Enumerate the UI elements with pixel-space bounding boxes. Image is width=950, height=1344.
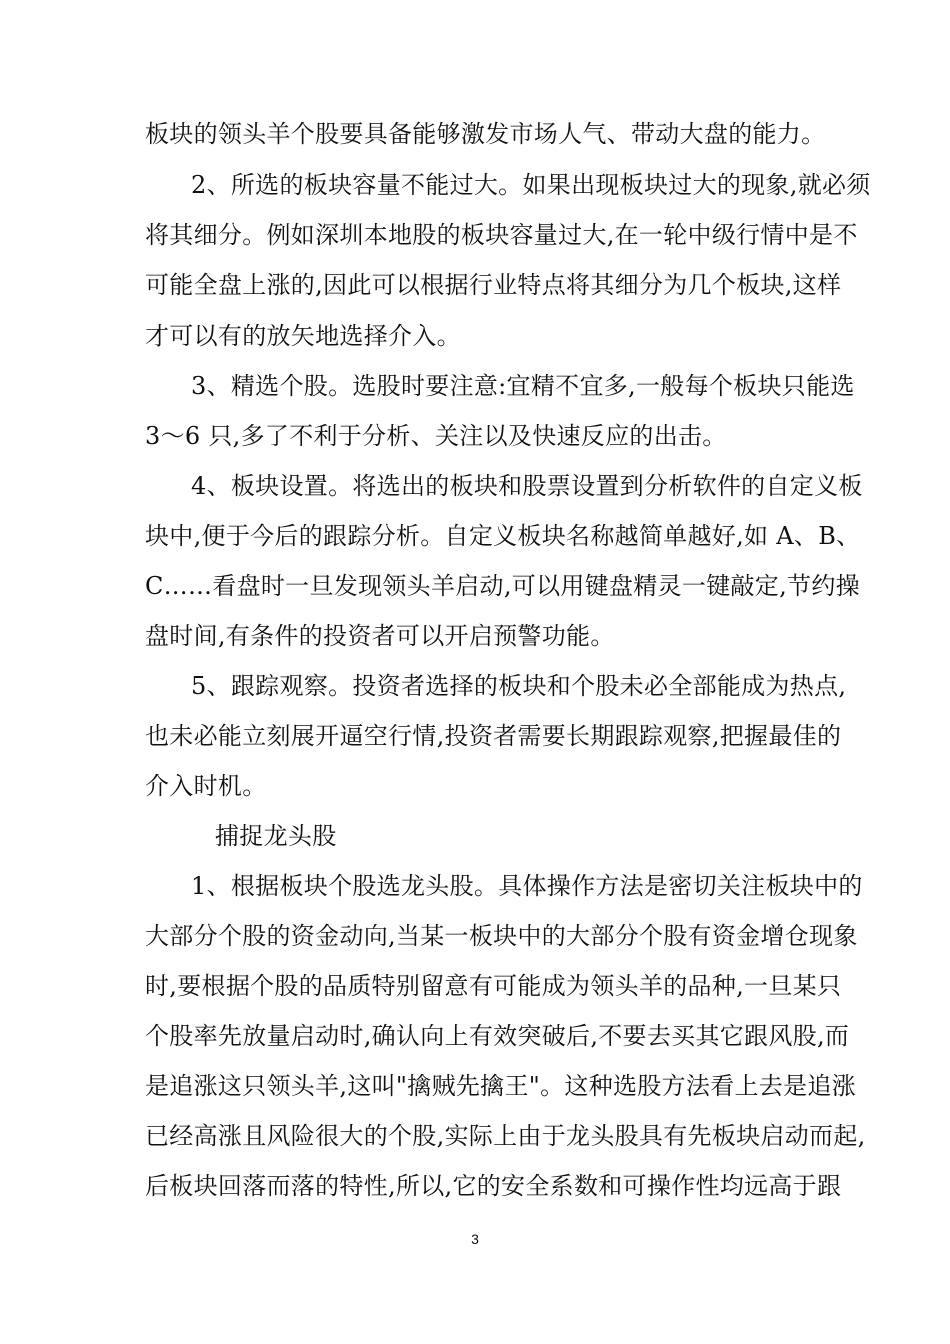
text-line: 已经高涨且风险很大的个股,实际上由于龙头股具有先板块启动而起,: [145, 1122, 866, 1150]
section-heading: 捕捉龙头股: [215, 822, 337, 850]
text-line: 4、板块设置。将选出的板块和股票设置到分析软件的自定义板: [191, 472, 863, 500]
text-line: 盘时间,有条件的投资者可以开启预警功能。: [145, 622, 615, 650]
text-line: 将其细分。例如深圳本地股的板块容量过大,在一轮中级行情中是不: [145, 221, 858, 249]
text-line: 也未必能立刻展开逼空行情,投资者需要长期跟踪观察,把握最佳的: [145, 722, 842, 750]
text-line: C……看盘时一旦发现领头羊启动,可以用键盘精灵一键敲定,节约操: [145, 572, 860, 600]
text-line: 块中,便于今后的跟踪分析。自定义板块名称越简单越好,如 A、B、: [145, 522, 861, 550]
text-line: 可能全盘上涨的,因此可以根据行业特点将其细分为几个板块,这样: [145, 271, 842, 299]
text-line: 后板块回落而落的特性,所以,它的安全系数和可操作性均远高于跟: [145, 1172, 842, 1200]
text-line: 介入时机。: [145, 772, 267, 800]
text-line: 3、精选个股。选股时要注意:宜精不宜多,一般每个板块只能选: [191, 372, 855, 400]
text-line: 是追涨这只领头羊,这叫"擒贼先擒王"。这种选股方法看上去是追涨: [145, 1072, 857, 1100]
text-line: 个股率先放量启动时,确认向上有效突破后,不要去买其它跟风股,而: [145, 1022, 850, 1050]
text-line: 大部分个股的资金动向,当某一板块中的大部分个股有资金增仓现象: [145, 922, 858, 950]
text-line: 才可以有的放矢地选择介入。: [145, 322, 461, 350]
text-line: 时,要根据个股的品质特别留意有可能成为领头羊的品种,一旦某只: [145, 972, 842, 1000]
text-line: 3～6 只,多了不利于分析、关注以及快速反应的出击。: [145, 422, 727, 450]
text-line: 1、根据板块个股选龙头股。具体操作方法是密切关注板块中的: [191, 872, 863, 900]
text-line: 2、所选的板块容量不能过大。如果出现板块过大的现象,就必须: [191, 171, 871, 199]
page-number: 3: [471, 1231, 479, 1247]
text-line: 5、跟踪观察。投资者选择的板块和个股未必全部能成为热点,: [191, 672, 847, 700]
text-line: 板块的领头羊个股要具备能够激发市场人气、带动大盘的能力。: [145, 120, 826, 148]
